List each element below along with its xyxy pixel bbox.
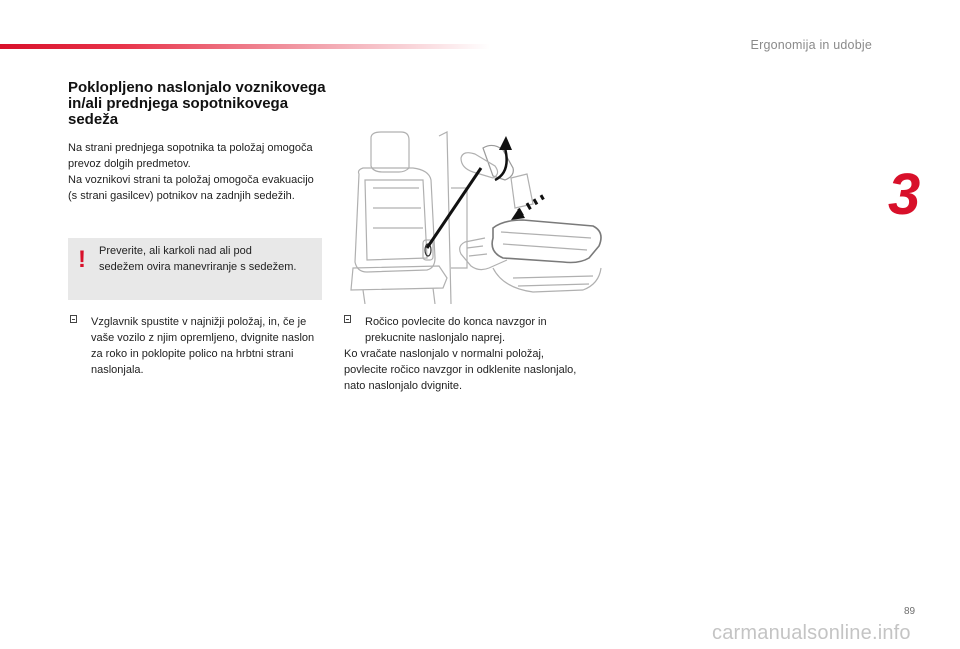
- chapter-accent-bar: [0, 44, 490, 49]
- step-text: Ročico povlecite do konca navzgor in prekucnite naslonjalo naprej.: [365, 316, 547, 344]
- return-instructions: Ko vračate naslonjalo v normalni položaj, povlecite ročico navzgor in odklenite naslonjalo, nato naslonjalo dvignite.: [344, 348, 577, 392]
- chapter-title: Ergonomija in udobje: [750, 38, 872, 52]
- page-number: 89: [904, 606, 916, 617]
- watermark: carmanualsonline.info: [712, 622, 911, 644]
- warning-text: Preverite, ali karkoli nad ali pod sedežem ovira manevriranje s sedežem.: [99, 245, 297, 273]
- checkbox-bullet-icon: [344, 315, 351, 323]
- section-title: Poklopljeno naslonjalo voznikovega in/ali prednjega sopotnikovega sedeža: [68, 79, 326, 128]
- instruction-step-lever: [344, 314, 574, 346]
- warning-box: [68, 238, 322, 300]
- exclamation-icon: !: [78, 246, 86, 273]
- step-text: Vzglavnik spustite v najnižji položaj, in, če je vaše vozilo z njim opremljeno, dvignite naslon za roko in poklopite polico na hrbtni strani naslonjala.: [91, 316, 315, 376]
- checkbox-bullet-icon: [70, 315, 77, 323]
- chapter-number: 3: [888, 162, 921, 227]
- seat-fold-illustration: [343, 128, 611, 304]
- intro-paragraph: Na strani prednjega sopotnika ta položaj omogoča prevoz dolgih predmetov. Na voznikovi strani ta položaj omogoča evakuacijo (s strani gasilcev) potnikov na zadnjih sedežih.: [68, 142, 314, 202]
- instruction-step-headrest: [70, 314, 326, 378]
